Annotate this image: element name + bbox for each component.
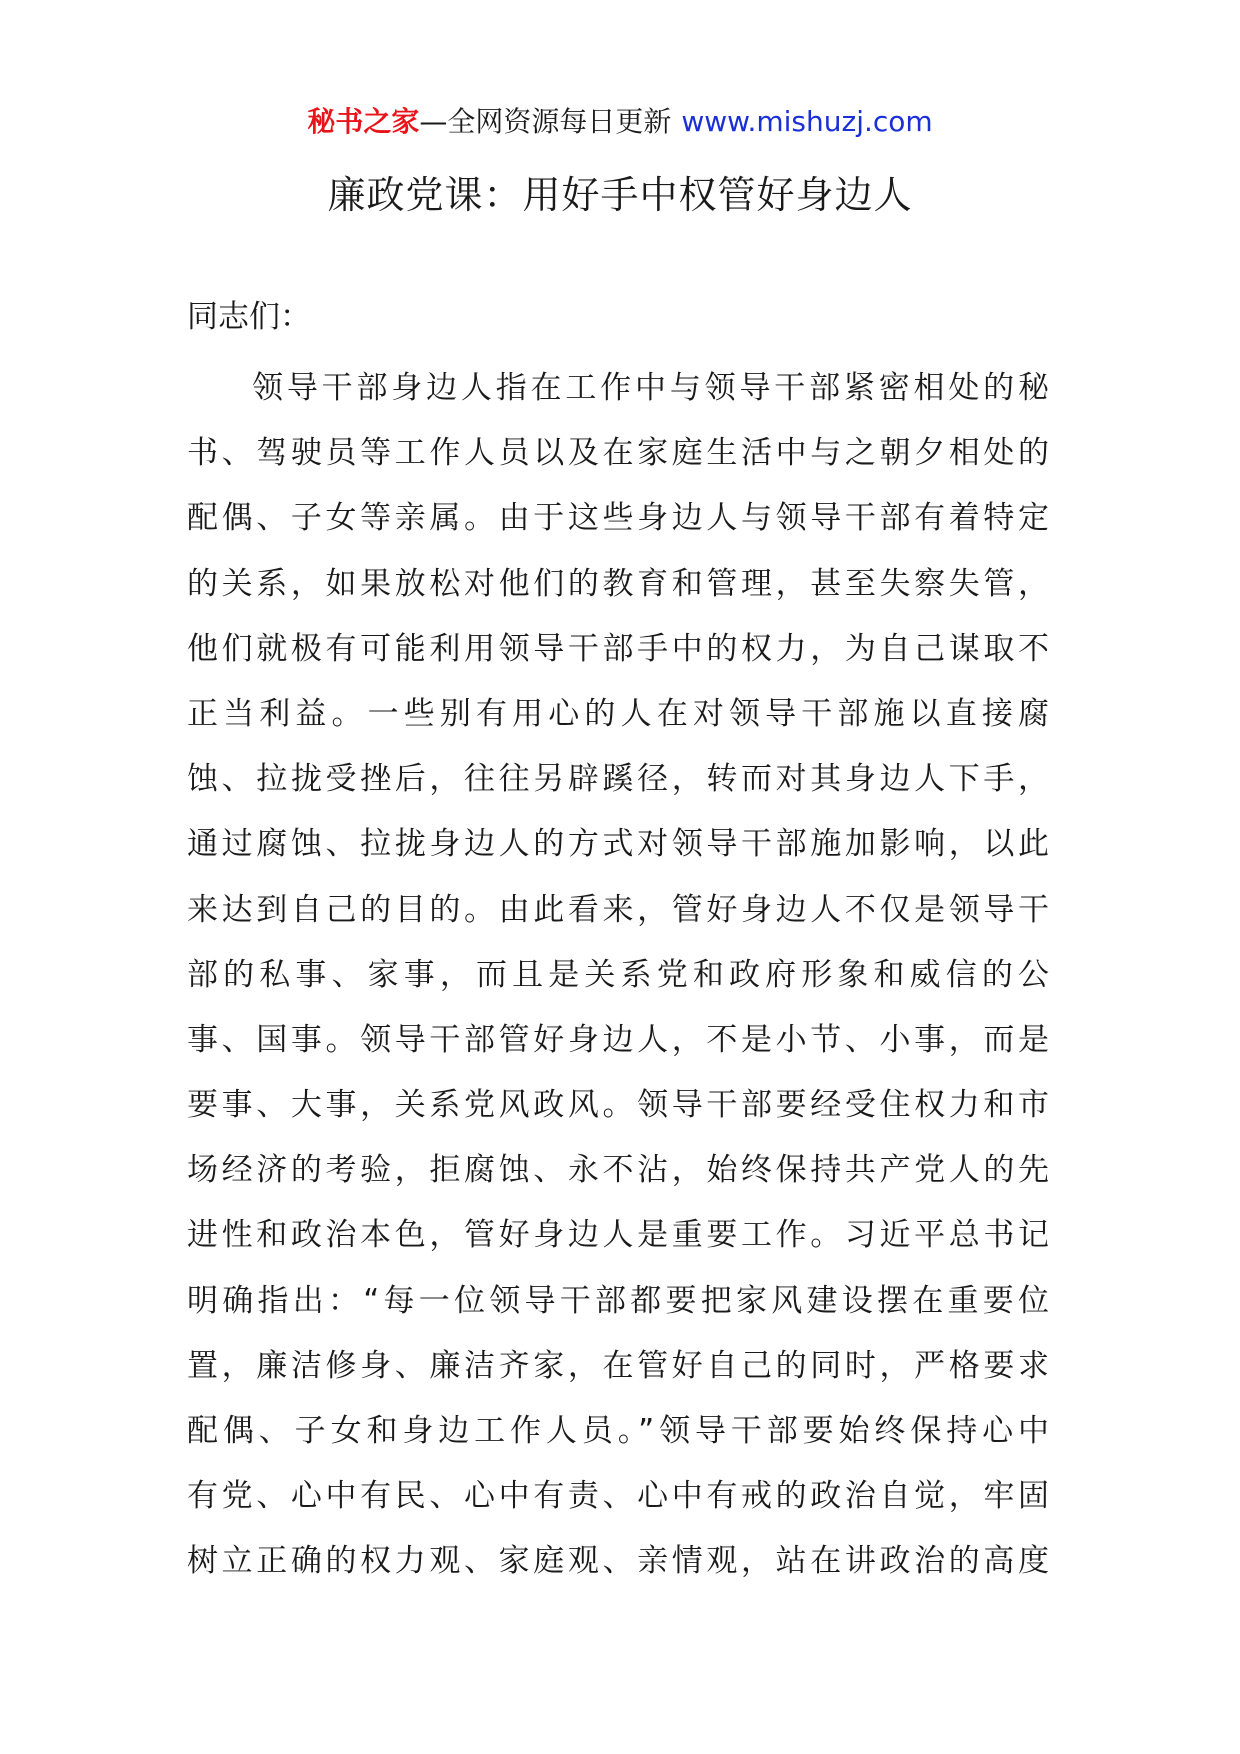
paragraph-line: 明确指出：“每一位领导干部都要把家风建设摆在重要位	[187, 1282, 1049, 1319]
site-slogan: —全网资源每日更新	[419, 105, 672, 138]
paragraph-line: 来达到自己的目的。由此看来，管好身边人不仅是领导干	[187, 891, 1049, 928]
paragraph-line: 配偶、子女和身边工作人员。”领导干部要始终保持心中	[187, 1413, 1049, 1449]
paragraph-line: 书、驾驶员等工作人员以及在家庭生活中与之朝夕相处的	[187, 435, 1049, 472]
paragraph-line: 部的私事、家事，而且是关系党和政府形象和威信的公	[187, 956, 1049, 993]
paragraph-line: 场经济的考验，拒腐蚀、永不沾，始终保持共产党人的先	[187, 1152, 1049, 1189]
paragraph-line: 他们就极有可能利用领导干部手中的权力，为自己谋取不	[187, 630, 1049, 667]
paragraph-line: 正当利益。一些别有用心的人在对领导干部施以直接腐	[187, 695, 1049, 732]
paragraph-line: 置，廉洁修身、廉洁齐家，在管好自己的同时，严格要求	[187, 1347, 1049, 1384]
site-brand: 秘书之家	[307, 105, 420, 138]
paragraph-line: 事、国事。领导干部管好身边人，不是小节、小事，而是	[187, 1021, 1049, 1058]
paragraph-line: 有党、心中有民、心中有责、心中有戒的政治自觉，牢固	[187, 1478, 1049, 1515]
salutation: 同志们：	[187, 299, 311, 335]
site-header	[0, 102, 1240, 142]
body-paragraph	[187, 356, 1049, 1595]
paragraph-line: 领导干部身边人指在工作中与领导干部紧密相处的秘	[252, 370, 1049, 406]
site-url-link[interactable]: www.mishuzj.com	[681, 105, 933, 138]
paragraph-line: 进性和政治本色，管好身边人是重要工作。习近平总书记	[187, 1217, 1049, 1254]
paragraph-line: 要事、大事，关系党风政风。领导干部要经受住权力和市	[187, 1087, 1049, 1124]
paragraph-line: 通过腐蚀、拉拢身边人的方式对领导干部施加影响，以此	[187, 826, 1049, 863]
document-title: 廉政党课：用好手中权管好身边人	[327, 173, 913, 217]
paragraph-line: 配偶、子女等亲属。由于这些身边人与领导干部有着特定	[187, 500, 1049, 537]
paragraph-line: 蚀、拉拢受挫后，往往另辟蹊径，转而对其身边人下手，	[187, 761, 1049, 798]
paragraph-line: 的关系，如果放松对他们的教育和管理，甚至失察失管，	[187, 565, 1049, 602]
paragraph-line: 树立正确的权力观、家庭观、亲情观，站在讲政治的高度	[187, 1543, 1049, 1580]
